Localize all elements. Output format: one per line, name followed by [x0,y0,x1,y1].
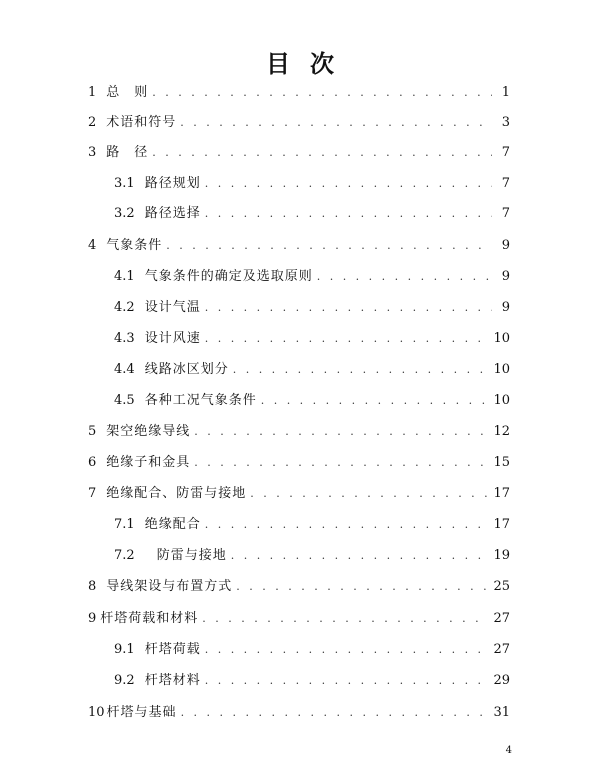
toc-entry-number: 4.1 [114,269,135,284]
toc-entry-number: 10 [88,705,105,720]
toc-entry[interactable] [88,113,510,133]
dot-leader [205,671,490,691]
toc-entry-page: 10 [493,331,510,346]
toc-subentry[interactable] [114,298,510,318]
toc-subentry[interactable] [114,329,510,349]
toc-entry-label: 绝缘配合、防雷与接地 [106,486,247,501]
toc-entry-label: 路径选择 [144,206,201,221]
dot-leader [202,609,489,629]
toc-entry-label: 术语和符号 [106,115,177,130]
toc-entry[interactable] [88,453,510,473]
toc-entry[interactable] [88,484,510,504]
toc-entry-label: 路径规划 [144,176,201,191]
dot-leader [194,453,489,473]
toc-entry-number: 1 [88,85,97,100]
toc-entry-number: 8 [88,579,97,594]
dot-leader [152,143,492,163]
toc-entry-label: 气象条件的确定及选取原则 [144,269,313,284]
toc-entry-number: 2 [88,115,97,130]
toc-entry-label: 总 则 [106,85,149,100]
toc-entry-page: 3 [501,115,510,130]
toc-entry-page: 7 [501,176,510,191]
toc-entry-label: 绝缘子和金具 [106,455,191,470]
toc-entry-page: 9 [501,300,510,315]
toc-entry-label: 杆塔材料 [144,673,201,688]
dot-leader [231,546,490,566]
toc-entry[interactable] [88,83,510,103]
toc-entry-label: 导线架设与布置方式 [106,579,233,594]
toc-subentry[interactable] [114,546,510,566]
toc-subentry[interactable] [114,360,510,380]
toc-entry-page: 31 [493,705,510,720]
dot-leader [250,484,489,504]
toc-entry-label: 防雷与接地 [156,548,227,563]
toc-subentry[interactable] [114,391,510,411]
dot-leader [194,422,489,442]
dot-leader [205,640,490,660]
toc-entry-number: 7.2 [114,548,135,563]
toc-entry-page: 19 [493,548,510,563]
toc-entry-label: 杆塔荷载 [144,642,201,657]
page-number: 4 [505,745,512,756]
toc-entry-number: 5 [88,424,97,439]
dot-leader [205,204,492,224]
toc-entry[interactable] [88,143,510,163]
toc-entry-page: 15 [493,455,510,470]
page-title [0,44,600,79]
toc-entry[interactable] [88,236,510,256]
toc-entry-page: 10 [493,362,510,377]
toc-entry-page: 10 [493,393,510,408]
dot-leader [152,83,492,103]
toc-entry[interactable] [88,609,510,629]
toc-entry-page: 9 [501,269,510,284]
title-char-1: 目 [266,50,290,78]
toc-entry-label: 杆塔荷载和材料 [100,611,199,626]
toc-entry-label: 线路冰区划分 [144,362,229,377]
toc-subentry[interactable] [114,204,510,224]
toc-entry-label: 各种工况气象条件 [144,393,257,408]
dot-leader [236,577,489,597]
toc-entry-number: 4.2 [114,300,135,315]
dot-leader [181,703,490,723]
toc-entry-label: 绝缘配合 [144,517,201,532]
toc-entry-label: 气象条件 [106,238,163,253]
dot-leader [205,515,490,535]
toc-entry-label: 路 径 [106,145,149,160]
toc-entry-number: 4 [88,238,97,253]
dot-leader [233,360,490,380]
dot-leader [166,236,492,256]
toc-entry-page: 17 [493,486,510,501]
toc-entry-number: 3.2 [114,206,135,221]
toc-entry-number: 3 [88,145,97,160]
toc-entry-number: 6 [88,455,97,470]
toc-entry-label: 架空绝缘导线 [106,424,191,439]
toc-entry-page: 17 [493,517,510,532]
toc-entry-page: 12 [493,424,510,439]
toc-subentry[interactable] [114,640,510,660]
dot-leader [180,113,492,133]
toc-entry-number: 9 [88,611,97,626]
toc-entry-page: 9 [501,238,510,253]
toc-entry-label: 杆塔与基础 [106,705,177,720]
dot-leader [205,174,492,194]
toc-entry-page: 7 [501,145,510,160]
dot-leader [205,329,490,349]
toc-entry-page: 27 [493,611,510,626]
toc-subentry[interactable] [114,267,510,287]
toc-entry-number: 7 [88,486,97,501]
toc-subentry[interactable] [114,174,510,194]
toc-entry-number: 3.1 [114,176,135,191]
toc-entry-number: 9.1 [114,642,135,657]
toc-entry-label: 设计风速 [144,331,201,346]
dot-leader [317,267,492,287]
toc-entry[interactable] [88,577,510,597]
toc-entry-page: 27 [493,642,510,657]
toc-subentry[interactable] [114,515,510,535]
toc-entry-page: 29 [493,673,510,688]
toc-entry-page: 7 [501,206,510,221]
toc-entry-page: 25 [493,579,510,594]
toc-entry-number: 7.1 [114,517,135,532]
toc-entry[interactable] [88,422,510,442]
toc-entry-page: 1 [501,85,510,100]
dot-leader [205,298,492,318]
toc-entry-number: 4.3 [114,331,135,346]
toc-subentry[interactable] [114,671,510,691]
toc-entry-number: 4.4 [114,362,135,377]
dot-leader [261,391,490,411]
toc-entry-label: 设计气温 [144,300,201,315]
title-char-2: 次 [310,50,334,78]
toc-entry-number: 4.5 [114,393,135,408]
toc-entry[interactable] [88,703,510,723]
toc-entry-number: 9.2 [114,673,135,688]
